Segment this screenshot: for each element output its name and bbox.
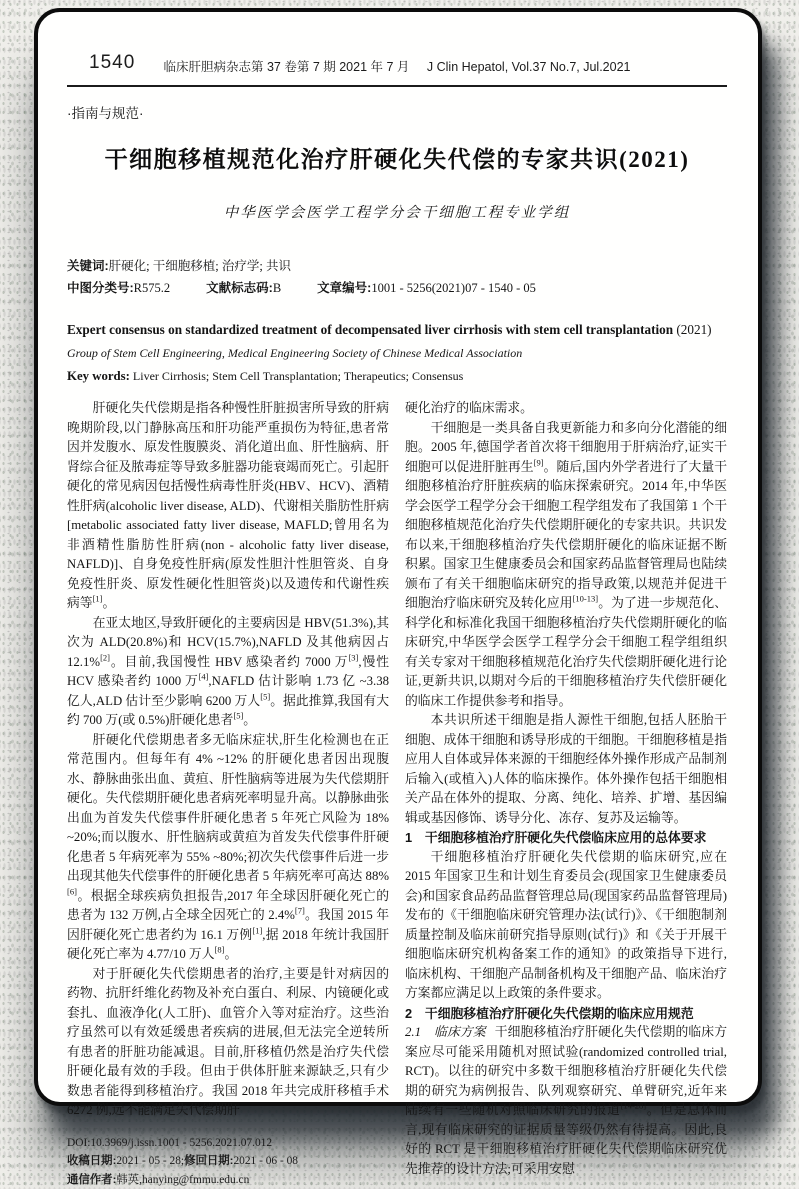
journal-header-line	[67, 57, 727, 75]
article-body	[67, 399, 727, 1189]
right-column	[405, 399, 727, 1189]
paragraph-treatment: 对于肝硬化失代偿期患者的治疗,主要是针对病因的药物、抗肝纤维化药物及补充白蛋白、利尿、内镜硬化或套扎、血液净化(人工肝)、血管介入等对症治疗。这些治疗虽然可以有效延缓患者疾病的进展,但无法完全逆转所有患者的肝脏功能减退。目前,肝移植仍然是治疗失代偿肝硬化最有效的手段。但由于供体肝脏来源缺乏,只有少数患者能得到移植治疗。我国 2018 年共完成肝移植手术 6272 例,远不能满足失代偿期肝	[67, 965, 389, 1121]
paragraph-definitions: 本共识所述干细胞是指人源性干细胞,包括人胚胎干细胞、成体干细胞和诱导形成的干细胞。干细胞移植是指应用人自体或异体来源的干细胞经体外操作形成产品制剂后输入(或植入)人体的临床操作。体外操作包括干细胞相关产品在体外的提取、分离、纯化、培养、扩增、基因编辑或基因修饰、诱导分化、冻存、复苏及运输等。	[405, 711, 727, 828]
header-rule	[67, 85, 727, 87]
doc-code-value: B	[273, 281, 281, 295]
article-id-label: 文章编号:	[317, 281, 371, 295]
english-keywords-line	[67, 369, 727, 384]
subsection-2-1-text: 干细胞移植治疗肝硬化失代偿期的临床方案应尽可能采用随机对照试验(randomized controlled trial, RCT)。以往的研究中多数干细胞移植治疗肝硬化失代偿期的研究为病例报告、队列观察研究、单臂研究,近年来陆续有一些随机对照临床研究的报道[14-28]。但是总体而言,现有临床研究的证据质量等级仍然有待提高。因此,良好的 RCT 是干细胞移植治疗肝硬化失代偿期临床研究优先推荐的设计方法;可采用安慰	[405, 1025, 727, 1176]
article-id-value: 1001 - 5256(2021)07 - 1540 - 05	[371, 281, 536, 295]
revised-value: 2021 - 06 - 08	[233, 1155, 298, 1167]
english-title: Expert consensus on standardized treatment of decompensated liver cirrhosis with stem cell transplantation	[67, 322, 673, 337]
classification-line	[67, 277, 727, 299]
corresponding-value: 韩英,hanying@fmmu.edu.cn	[116, 1174, 249, 1186]
received-label: 收稿日期:	[67, 1155, 116, 1167]
english-metadata	[67, 320, 727, 384]
section-tag: ·指南与规范·	[67, 102, 727, 122]
dates-line	[67, 1152, 389, 1171]
doc-code-label: 文献标志码:	[206, 281, 273, 295]
footnote-block	[67, 1134, 389, 1189]
journal-title-en: J Clin Hepatol, Vol.37 No.7, Jul.2021	[427, 60, 631, 74]
received-value: 2021 - 05 - 28;	[116, 1155, 184, 1167]
paragraph-intro: 肝硬化失代偿期是指各种慢性肝脏损害所导致的肝病晚期阶段,以门静脉高压和肝功能严重损伤为特征,患者常因并发腹水、原发性腹膜炎、消化道出血、肝性脑病、肝肾综合征及脓毒症等导致多脏器功能衰竭而死亡。引起肝硬化的常见病因包括慢性病毒性肝炎(HBV、HCV)、酒精性肝病(alcoholic liver disease, ALD)、代谢相关脂肪性肝病[metabolic associated fatty liver disease, MAFLD;曾用名为非酒精性脂肪性肝病(non - alcoholic fatty liver disease, NAFLD)]、自身免疫性肝病(原发性胆汁性胆管炎、自身免疫性肝炎、原发性硬化性胆管炎)以及遗传和代谢性疾病等[1]。	[67, 399, 389, 614]
paragraph-continuation: 硬化治疗的临床需求。	[405, 399, 727, 419]
keywords-value: 肝硬化; 干细胞移植; 治疗学; 共识	[109, 259, 291, 273]
english-title-line	[67, 320, 727, 339]
page-number: 1540	[89, 52, 135, 74]
subsection-2-1-label: 2.1 临床方案	[405, 1025, 486, 1039]
paragraph-stemcell-history: 干细胞是一类具备自我更新能力和多向分化潜能的细胞。2005 年,德国学者首次将干细胞用于肝病治疗,证实干细胞可以促进肝脏再生[9]。随后,国内外学者进行了大量干细胞移植治疗肝脏疾病的临床探索研究。2014 年,中华医学会医学工程学分会干细胞工程学组发布了我国第 1 个干细胞移植规范化治疗失代偿期肝硬化的专家共识。共识发布以来,干细胞移植治疗失代偿期肝硬化的临床证据不断积累。国家卫生健康委员会和国家药品监督管理局也陆续颁布了有关干细胞临床研究的指导政策,以规范并促进干细胞治疗临床研究及转化应用[10-13]。为了进一步规范化、科学化和标准化我国干细胞移植治疗失代偿期肝硬化的临床研究,中华医学会医学工程学分会干细胞工程学组组织有关专家对干细胞移植规范化治疗失代偿期肝硬化进行论证,更新共识,以期对今后的干细胞移植治疗失代偿肝硬化的临床工作提供参考和指导。	[405, 419, 727, 712]
subsection-2-1-paragraph	[405, 1023, 727, 1179]
journal-page	[34, 8, 762, 1106]
revised-label: 修回日期:	[184, 1155, 233, 1167]
corresponding-label: 通信作者:	[67, 1174, 116, 1186]
paragraph-mortality: 肝硬化代偿期患者多无临床症状,肝生化检测也在正常范围内。但每年有 4% ~12% 的肝硬化患者因出现腹水、静脉曲张出血、黄疸、肝性脑病等进展为失代偿期肝硬化。失代偿期肝硬化患者病死率明显升高。以静脉曲张出血为首发失代偿事件肝硬化患者 5 年死亡风险为 18% ~20%;而以腹水、肝性脑病或黄疸为首发失代偿事件肝硬化患者 5 年病死率为 55% ~80%;初次失代偿事件后进一步出现其他失代偿事件的肝硬化患者 5 年病死率可高达 88%[6]。根据全球疾病负担报告,2017 年全球因肝硬化死亡的患者为 132 万例,占全球全因死亡的 2.4%[7]。我国 2015 年因肝硬化死亡患者约为 16.1 万例[1],据 2018 年统计我国肝硬化死亡率为 4.77/10 万人[8]。	[67, 731, 389, 965]
chinese-metadata	[67, 255, 727, 299]
journal-title-cn: 临床肝胆病杂志第 37 卷第 7 期 2021 年 7 月	[164, 60, 410, 74]
section-1-paragraph: 干细胞移植治疗肝硬化失代偿期的临床研究,应在 2015 年国家卫生和计划生育委员会(现国家卫生健康委员会)和国家食品药品监督管理总局(现国家药品监督管理局)发布的《干细胞临床研究管理办法(试行)》、《干细胞制剂质量控制及临床前研究指导原则(试行)》和《关于开展干细胞临床研究机构备案工作的通知》的政策指导下进行,临床机构、干细胞产品制备机构及干细胞产品、临床治疗方案都应满足以上政策的条件要求。	[405, 848, 727, 1004]
clc-label: 中图分类号:	[67, 281, 134, 295]
english-title-year: (2021)	[673, 322, 711, 337]
author-group: 中华医学会医学工程学分会干细胞工程专业学组	[67, 201, 727, 222]
english-keywords-label: Key words:	[67, 369, 130, 383]
corresponding-author-line	[67, 1171, 389, 1189]
section-2-heading: 2 干细胞移植治疗肝硬化失代偿期的临床应用规范	[405, 1004, 727, 1024]
english-keywords-value: Liver Cirrhosis; Stem Cell Transplantation; Therapeutics; Consensus	[133, 369, 463, 383]
article-title: 干细胞移植规范化治疗肝硬化失代偿的专家共识(2021)	[67, 141, 727, 174]
paragraph-epidemiology: 在亚太地区,导致肝硬化的主要病因是 HBV(51.3%),其次为 ALD(20.8%)和 HCV(15.7%),NAFLD 及其他病因占 12.1%[2]。目前,我国慢性 HBV 感染者约 7000 万[3],慢性 HCV 感染者约 1000 万[4],NAFLD 估计影响 1.73 亿 ~3.38 亿人,ALD 估计至少影响 6200 万人[5]。据此推算,我国有大约 700 万(或 0.5%)肝硬化患者[5]。	[67, 614, 389, 731]
section-1-heading: 1 干细胞移植治疗肝硬化失代偿临床应用的总体要求	[405, 828, 727, 848]
doi-line: DOI:10.3969/j.issn.1001 - 5256.2021.07.012	[67, 1134, 389, 1153]
keywords-label: 关键词:	[67, 259, 109, 273]
left-column	[67, 399, 389, 1189]
running-head	[67, 52, 727, 76]
clc-value: R575.2	[134, 281, 170, 295]
keywords-line	[67, 255, 727, 277]
english-authors: Group of Stem Cell Engineering, Medical Engineering Society of Chinese Medical Association	[67, 346, 727, 361]
